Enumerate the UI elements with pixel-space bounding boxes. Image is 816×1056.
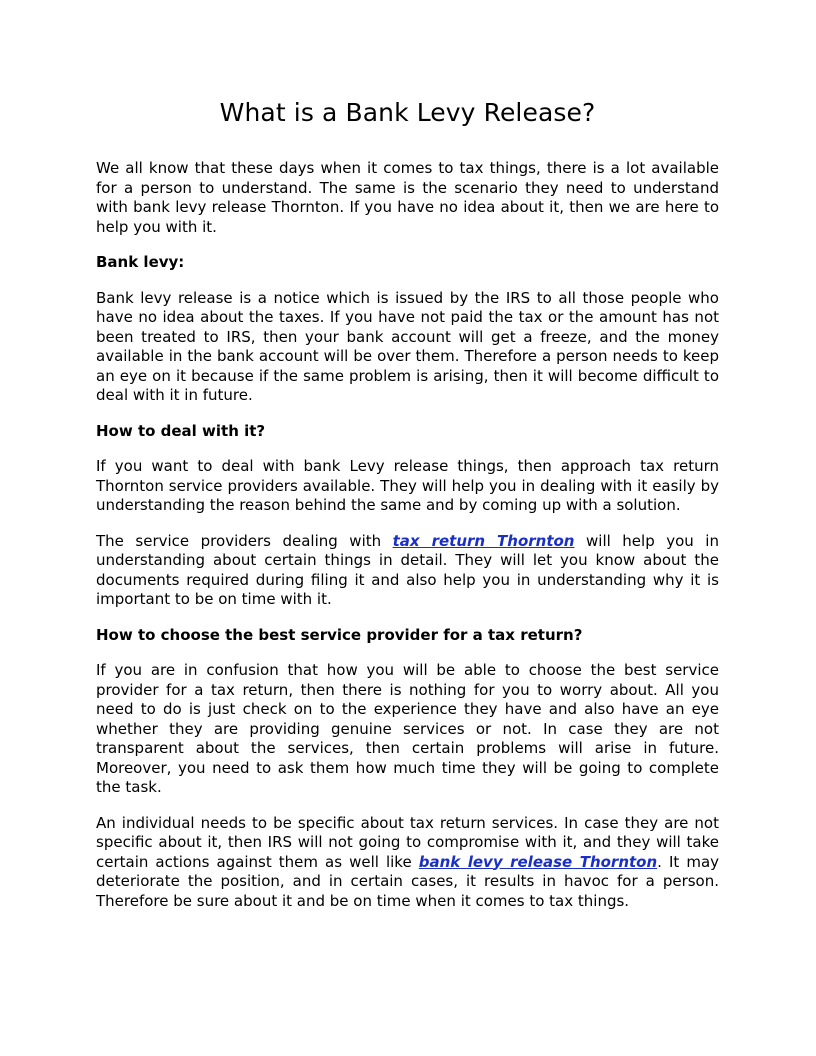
bank-levy-paragraph: Bank levy release is a notice which is issued by the IRS to all those people who have no idea about the taxes. If you have not paid the tax or the amount has not been treated to IRS, then your bank account will get a freeze, and the money available in the bank account will be over them. Therefore a person needs to keep an eye on it because if the same problem is arising, then it will become difficult to deal with it in future. (96, 288, 719, 404)
bank-levy-release-thornton-link[interactable]: bank levy release Thornton (418, 852, 658, 871)
specific-services-text-after: . It may deteriorate the position, and in certain cases, it results in havoc for a person. Therefore be sure about it and be on time when it comes to tax things. (96, 852, 720, 910)
specific-services-text-before: An individual needs to be specific about tax return services. In case they are not specific about it, then IRS will not going to compromise with it, and they will take certain actions against them as well like (96, 813, 719, 871)
specific-services-paragraph (96, 814, 719, 912)
tax-return-thornton-link[interactable]: tax return Thornton (392, 531, 575, 550)
how-to-deal-paragraph: If you want to deal with bank Levy release things, then approach tax return Thornton service providers available. They will help you in dealing with it easily by understanding the reason behind the same and by coming up with a solution. (96, 457, 719, 514)
section-heading-bank-levy: Bank levy: (96, 253, 185, 271)
section-heading-how-to-deal: How to deal with it? (96, 421, 266, 440)
service-providers-text-after: will help you in understanding about certain things in detail. They will let you know about the documents required during filing it and also help you in understanding why it is important to be on time with it. (96, 531, 719, 608)
document-page (96, 96, 719, 927)
service-providers-paragraph (96, 532, 719, 610)
section-heading-choose-provider: How to choose the best service provider for a tax return? (96, 625, 583, 644)
intro-paragraph: We all know that these days when it comes to tax things, there is a lot available for a person to understand. The same is the scenario they need to understand with bank levy release Thornton. If you have no idea about it, then we are here to help you with it. (96, 159, 719, 236)
service-providers-text-before: The service providers dealing with (96, 531, 393, 550)
choose-provider-paragraph: If you are in confusion that how you will be able to choose the best service provider for a tax return, then there is nothing for you to worry about. All you need to do is just check on to the experience they have and also have an eye whether they are providing genuine services or not. In case they are not transparent about the services, then certain problems will arise in future. Moreover, you need to ask them how much time they will be going to complete the task. (96, 661, 719, 796)
page-title: What is a Bank Levy Release? (219, 98, 596, 127)
